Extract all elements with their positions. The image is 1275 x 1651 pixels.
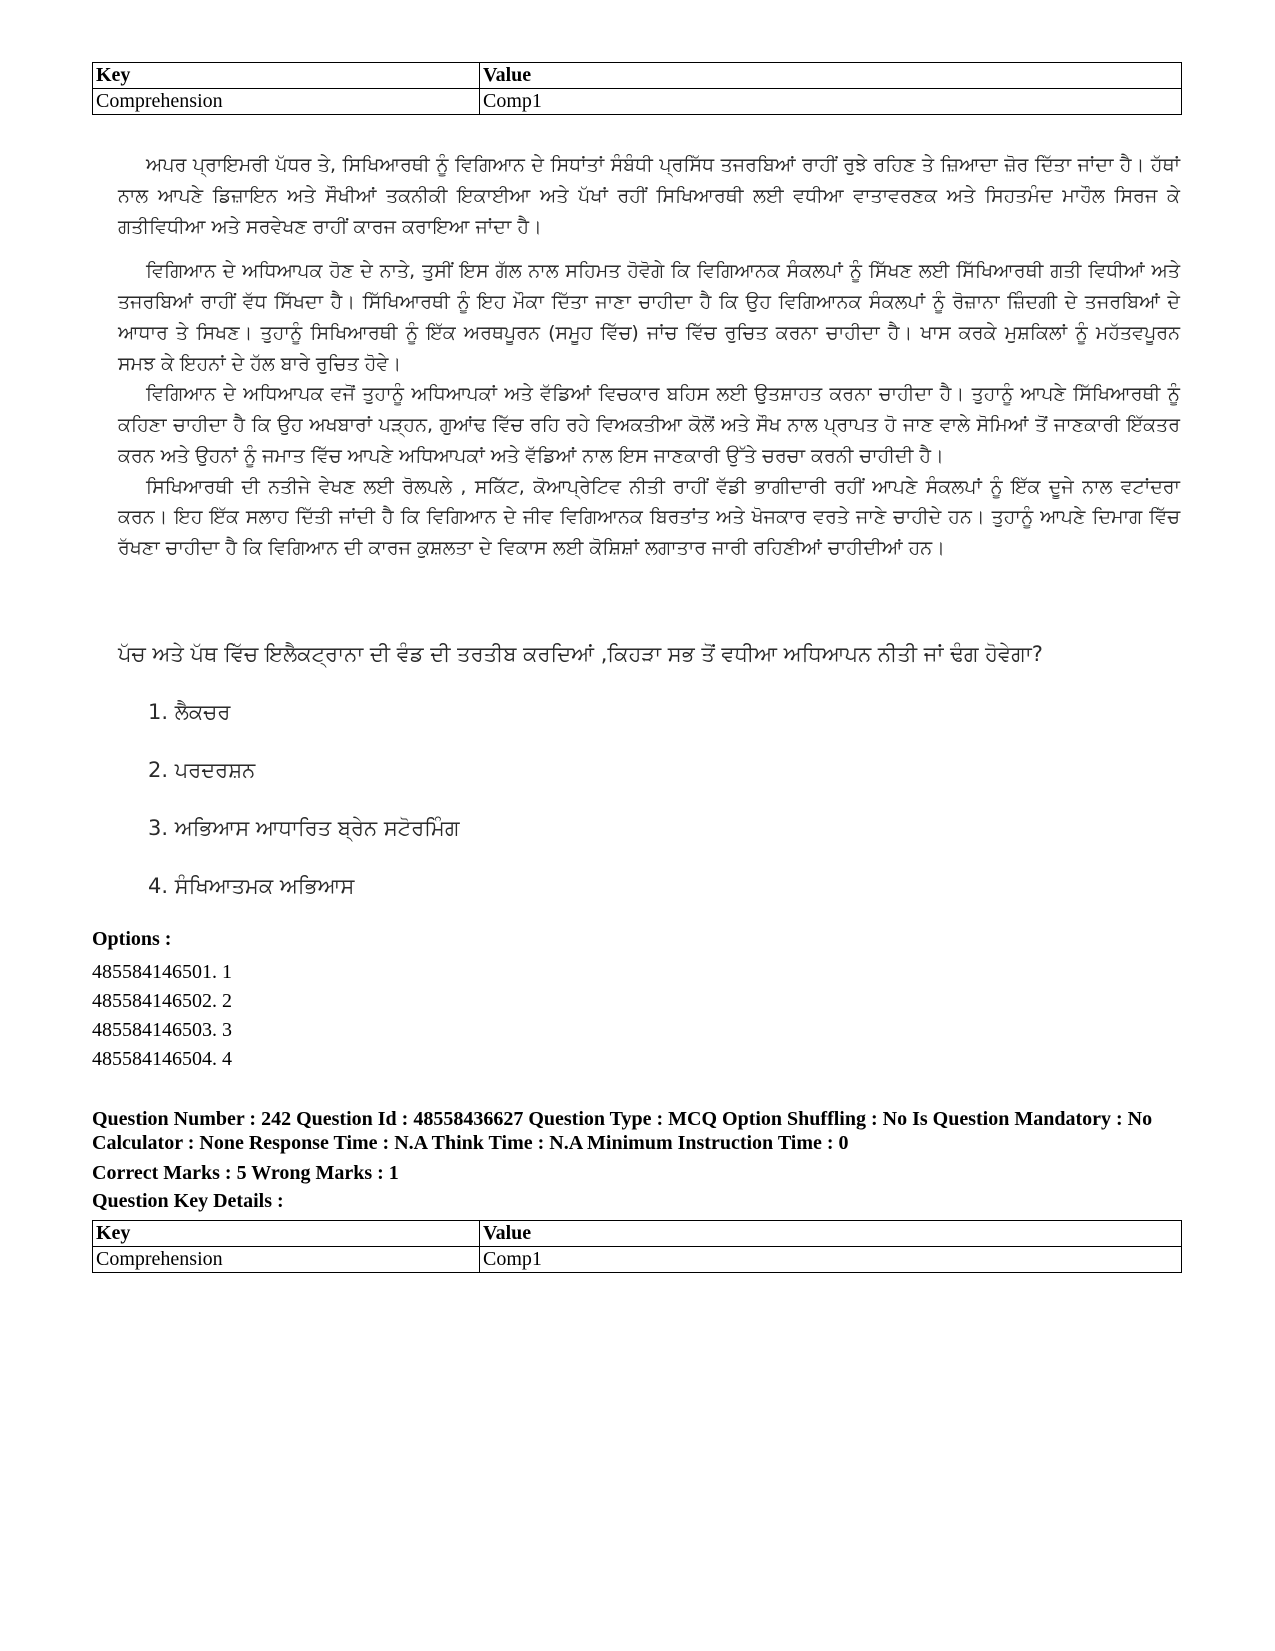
option-item: 485584146501. 1	[92, 961, 232, 983]
passage-paragraph: ਵਿਗਿਆਨ ਦੇ ਅਧਿਆਪਕ ਹੋਣ ਦੇ ਨਾਤੇ, ਤੁਸੀਂ ਇਸ ਗੱਲ ਨਾਲ ਸਹਿਮਤ ਹੋਵੋਗੇ ਕਿ ਵਿਗਿਆਨਕ ਸੰਕਲਪਾਂ ਨੂੰ ਸਿੱਖਣ ਲਈ ਸਿੱਖਿਆਰਥੀ ਗਤੀ ਵਿਧੀਆਂ ਅਤੇ ਤਜਰਬਿਆਂ ਰਾਹੀਂ ਵੱਧ ਸਿੱਖਦਾ ਹੈ। ਸਿੱਖਿਆਰਥੀ ਨੂੰ ਇਹ ਮੌਕਾ ਦਿੱਤਾ ਜਾਣਾ ਚਾਹੀਦਾ ਹੈ ਕਿ ਉਹ ਵਿਗਿਆਨਕ ਸੰਕਲਪਾਂ ਨੂੰ ਰੋਜ਼ਾਨਾ ਜ਼ਿੰਦਗੀ ਦੇ ਤਜਰਬਿਆਂ ਦੇ ਆਧਾਰ ਤੇ ਸਿਖਣ। ਤੁਹਾਨੂੰ ਸਿਖਿਆਰਥੀ ਨੂੰ ਇੱਕ ਅਰਥਪੂਰਨ (ਸਮੂਹ ਵਿੱਚ) ਜਾਂਚ ਵਿੱਚ ਰੁਚਿਤ ਕਰਨਾ ਚਾਹੀਦਾ ਹੈ। ਖਾਸ ਕਰਕੇ ਮੁਸ਼ਕਿਲਾਂ ਨੂੰ ਮਹੱਤਵਪੂਰਨ ਸਮਝ ਕੇ ਇਹਨਾਂ ਦੇ ਹੱਲ ਬਾਰੇ ਰੁਚਿਤ ਹੋਵੇ।	[118, 260, 1180, 375]
value-cell: Comp1	[480, 1247, 1182, 1273]
passage-paragraph: ਅਪਰ ਪ੍ਰਾਇਮਰੀ ਪੱਧਰ ਤੇ, ਸਿਖਿਆਰਥੀ ਨੂੰ ਵਿਗਿਆਨ ਦੇ ਸਿਧਾਂਤਾਂ ਸੰਬੰਧੀ ਪ੍ਰਸਿੱਧ ਤਜਰਬਿਆਂ ਰਾਹੀਂ ਰੁਝੇ ਰਹਿਣ ਤੇ ਜ਼ਿਆਦਾ ਜ਼ੋਰ ਦਿੱਤਾ ਜਾਂਦਾ ਹੈ। ਹੱਥਾਂ ਨਾਲ ਆਪਣੇ ਡਿਜ਼ਾਇਨ ਅਤੇ ਸੌਖੀਆਂ ਤਕਨੀਕੀ ਇਕਾਈਆ ਅਤੇ ਪੱਖਾਂ ਰਹੀਂ ਸਿਖਿਆਰਥੀ ਲਈ ਵਧੀਆ ਵਾਤਾਵਰਣਕ ਅਤੇ ਸਿਹਤਮੰਦ ਮਾਹੌਲ ਸਿਰਜ ਕੇ ਗਤੀਵਿਧੀਆ ਅਤੇ ਸਰਵੇਖਣ ਰਾਹੀਂ ਕਾਰਜ ਕਰਾਇਆ ਜਾਂਦਾ ਹੈ।	[118, 154, 1180, 238]
table-header-row	[93, 63, 1182, 89]
key-header: Key	[93, 63, 480, 89]
bottom-key-value-table	[92, 1220, 1182, 1273]
table-header-row	[93, 1221, 1182, 1247]
key-cell: Comprehension	[93, 1247, 480, 1273]
marks-line: Correct Marks : 5 Wrong Marks : 1	[92, 1162, 399, 1184]
option-item: 485584146503. 3	[92, 1019, 232, 1041]
options-heading: Options :	[92, 928, 172, 950]
top-key-value-table	[92, 62, 1182, 115]
key-cell: Comprehension	[93, 89, 480, 115]
choice-item: 2. ਪਰਦਰਸ਼ਨ	[148, 758, 256, 782]
choice-item: 4. ਸੰਖਿਆਤਮਕ ਅਭਿਆਸ	[148, 874, 355, 898]
value-cell: Comp1	[480, 89, 1182, 115]
passage-paragraph: ਵਿਗਿਆਨ ਦੇ ਅਧਿਆਪਕ ਵਜੋਂ ਤੁਹਾਨੂੰ ਅਧਿਆਪਕਾਂ ਅਤੇ ਵੱਡਿਆਂ ਵਿਚਕਾਰ ਬਹਿਸ ਲਈ ਉਤਸ਼ਾਹਤ ਕਰਨਾ ਚਾਹੀਦਾ ਹੈ। ਤੁਹਾਨੂੰ ਆਪਣੇ ਸਿੱਖਿਆਰਥੀ ਨੂੰ ਕਹਿਣਾ ਚਾਹੀਦਾ ਹੈ ਕਿ ਉਹ ਅਖਬਾਰਾਂ ਪੜ੍ਹਨ, ਗੁਆਂਢ ਵਿੱਚ ਰਹਿ ਰਹੇ ਵਿਅਕਤੀਆ ਕੋਲੋਂ ਅਤੇ ਸੌਖ ਨਾਲ ਪ੍ਰਾਪਤ ਹੋ ਜਾਣ ਵਾਲੇ ਸੋਮਿਆਂ ਤੋਂ ਜਾਣਕਾਰੀ ਇੱਕਤਰ ਕਰਨ ਅਤੇ ਉਹਨਾਂ ਨੂੰ ਜਮਾਤ ਵਿੱਚ ਆਪਣੇ ਅਧਿਆਪਕਾਂ ਅਤੇ ਵੱਡਿਆਂ ਨਾਲ ਇਸ ਜਾਣਕਾਰੀ ਉੱਤੇ ਚਰਚਾ ਕਰਨੀ ਚਾਹੀਦੀ ਹੈ।	[118, 383, 1180, 467]
option-item: 485584146502. 2	[92, 990, 232, 1012]
question-choices	[148, 700, 459, 932]
table-row	[93, 89, 1182, 115]
value-header: Value	[480, 63, 1182, 89]
choice-item: 1. ਲੈਕਚਰ	[148, 700, 231, 724]
choice-item: 3. ਅਭਿਆਸ ਆਧਾਰਿਤ ਬ੍ਰੇਨ ਸਟੋਰਮਿੰਗ	[148, 816, 460, 840]
question-text: ਪੱਚ ਅਤੇ ਪੱਥ ਵਿੱਚ ਇਲੈਕਟ੍ਰਾਨਾ ਦੀ ਵੰਡ ਦੀ ਤਰਤੀਬ ਕਰਦਿਆਂ ,ਕਿਹੜਾ ਸਭ ਤੋਂ ਵਧੀਆ ਅਧਿਆਪਨ ਨੀਤੀ ਜਾਂ ਢੰਗ ਹੋਵੇਗਾ?	[118, 642, 1043, 666]
comprehension-passage	[118, 150, 1180, 564]
value-header: Value	[480, 1221, 1182, 1247]
table-row	[93, 1247, 1182, 1273]
option-item: 485584146504. 4	[92, 1048, 232, 1070]
question-metadata: Question Number : 242 Question Id : 48558436627 Question Type : MCQ Option Shuffling : No Is Question Mandatory : No Calculator : None Response Time : N.A Think Time : N.A Minimum Instruction Time : 0	[92, 1108, 1153, 1154]
key-header: Key	[93, 1221, 480, 1247]
options-list	[92, 958, 232, 1074]
passage-paragraph: ਸਿਖਿਆਰਥੀ ਦੀ ਨਤੀਜੇ ਵੇਖਣ ਲਈ ਰੋਲਪਲੇ , ਸਕਿੱਟ, ਕੋਆਪ੍ਰੇਟਿਵ ਨੀਤੀ ਰਾਹੀਂ ਵੱਡੀ ਭਾਗੀਦਾਰੀ ਰਹੀਂ ਆਪਣੇ ਸੰਕਲਪਾਂ ਨੂੰ ਇੱਕ ਦੂਜੇ ਨਾਲ ਵਟਾਂਦਰਾ ਕਰਨ। ਇਹ ਇੱਕ ਸਲਾਹ ਦਿੱਤੀ ਜਾਂਦੀ ਹੈ ਕਿ ਵਿਗਿਆਨ ਦੇ ਜੀਵ ਵਿਗਿਆਨਕ ਬਿਰਤਾਂਤ ਅਤੇ ਖੋਜਕਾਰ ਵਰਤੇ ਜਾਣੇ ਚਾਹੀਦੇ ਹਨ। ਤੁਹਾਨੂੰ ਆਪਣੇ ਦਿਮਾਗ ਵਿੱਚ ਰੱਖਣਾ ਚਾਹੀਦਾ ਹੈ ਕਿ ਵਿਗਿਆਨ ਦੀ ਕਾਰਜ ਕੁਸ਼ਲਤਾ ਦੇ ਵਿਕਾਸ ਲਈ ਕੋਸ਼ਿਸ਼ਾਂ ਲਗਾਤਾਰ ਜਾਰੀ ਰਹਿਣੀਆਂ ਚਾਹੀਦੀਆਂ ਹਨ।	[118, 475, 1180, 560]
key-details-heading: Question Key Details :	[92, 1190, 284, 1212]
